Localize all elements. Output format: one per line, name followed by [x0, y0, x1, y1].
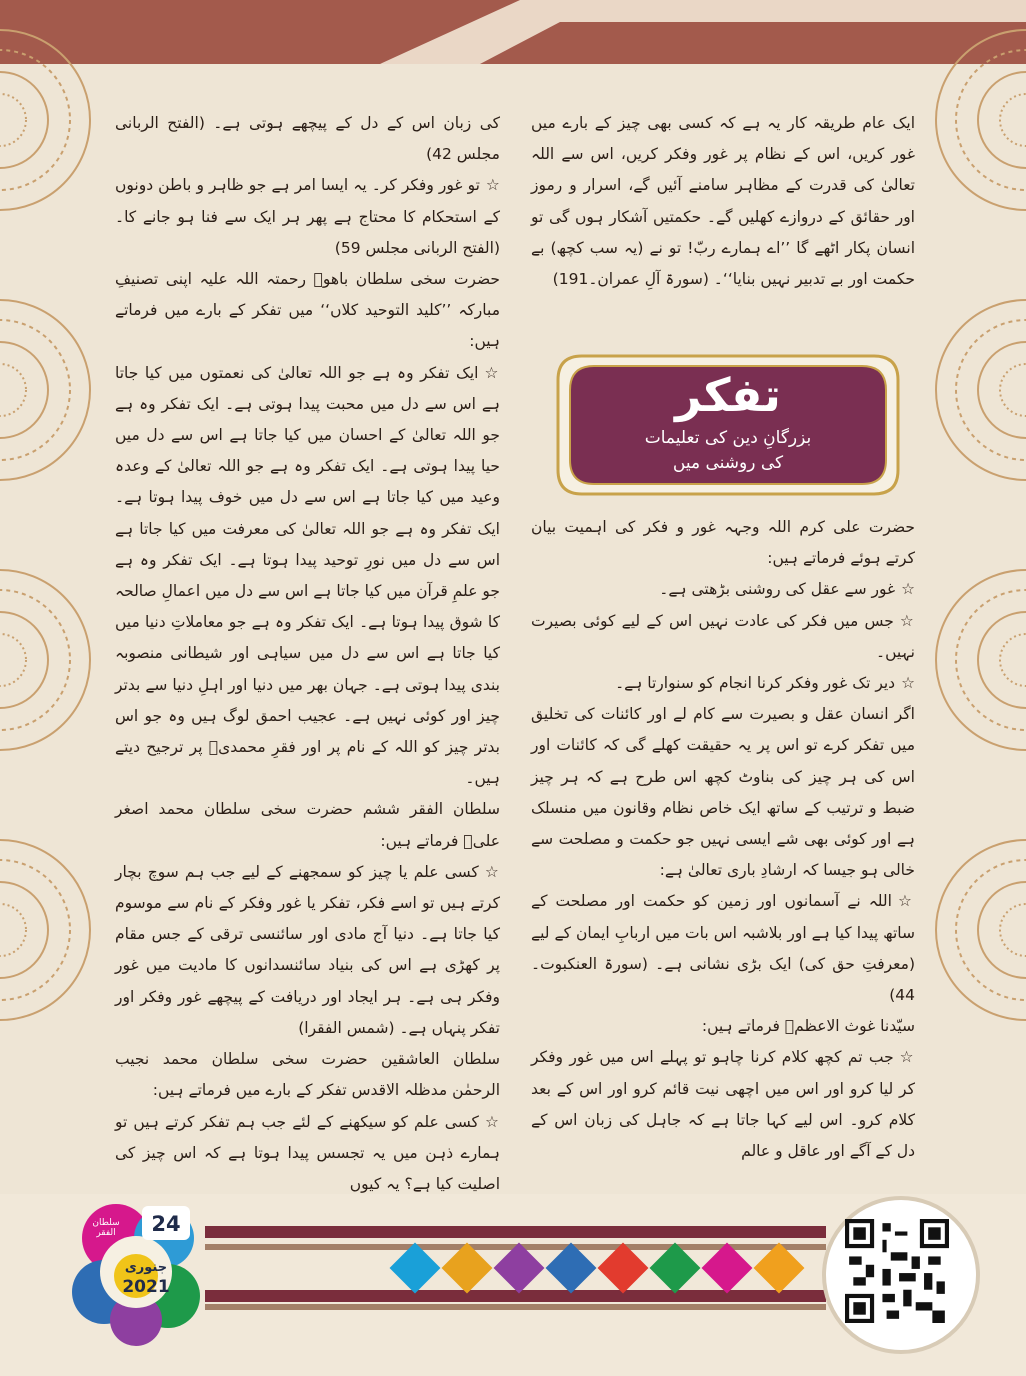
paragraph — [531, 1011, 915, 1042]
left-column-body — [115, 108, 500, 1200]
qr-code-icon — [845, 1219, 949, 1323]
issue-month: جنوری — [124, 1260, 168, 1275]
paragraph-text: حضرت سخی سلطان باھوؒ رحمتہ اللہ علیہ اپنی تصنیفِ مبارکہ ’’کلید التوحید کلاں‘‘ میں تفکر کے بارے میں فرماتے ہیں: — [115, 270, 500, 351]
quote-paragraph — [115, 1107, 500, 1201]
quote-paragraph — [531, 886, 915, 1011]
paragraph-text: سلطان الفقر ششم حضرت سخی سلطان محمد اصغر علیؒ فرماتے ہیں: — [115, 800, 500, 850]
paragraph-text: اللہ نے آسمانوں اور زمین کو حکمت اور مصلحت کے ساتھ پیدا کیا ہے اور بلاشبہ اس بات میں اربابِ ایمان کے لیے (معرفتِ حق کی) ایک بڑی نشانی ہے۔ (سورۃ العنکبوت۔44) — [531, 892, 915, 1005]
paragraph-text: غور سے عقل کی روشنی بڑھتی ہے۔ — [659, 580, 896, 599]
paragraph-text: حضرت علی کرم اللہ وجہہ غور و فکر کی اہمیت بیان کرتے ہوئے فرماتے ہیں: — [531, 518, 915, 568]
quote-paragraph — [115, 170, 500, 264]
star-icon: ☆ — [901, 580, 915, 599]
star-icon: ☆ — [897, 892, 915, 911]
paragraph-text: کسی علم کو سیکھنے کے لئے جب ہم تفکر کرتے ہیں تو ہمارے ذہن میں یہ تجسس پیدا ہوتا ہے کہ اس چیز کی اصلیت کیا ہے؟ یہ کیوں — [115, 1112, 500, 1193]
paragraph — [115, 1044, 500, 1106]
star-icon: ☆ — [484, 862, 500, 881]
mandala-ornament — [926, 830, 1026, 1030]
header-stripe — [0, 0, 1026, 64]
quote-paragraph — [115, 358, 500, 795]
right-column-body — [531, 512, 915, 1167]
paragraph-text: جس میں فکر کی عادت نہیں اس کے لیے کوئی بصیرت نہیں۔ — [531, 611, 915, 661]
paragraph — [115, 794, 500, 856]
paragraph: ایک عام طریقہ کار یہ ہے کہ کسی بھی چیز کے بارے میں غور کریں، اس کے نظام پر غور وفکر کریں، اس سے اللہ تعالیٰ کی قدرت کے مظاہر سامنے آئیں گے، اسرار و رموز اور حقائق کے دروازے کھلیں گے۔ حکمتیں آشکار ہوں گی تو انسان پکار اٹھے گا ’’اے ہمارے ربّ! تو نے (یہ سب کچھ) بے حکمت اور بے تدبیر نہیں بنایا‘‘۔ (سورۃ آلِ عمران۔191) — [531, 114, 915, 289]
article-subtitle: کی روشنی میں — [672, 453, 784, 473]
mandala-ornament — [0, 830, 100, 1030]
paragraph-text: کسی علم یا چیز کو سمجھنے کے لیے جب ہم سوچ بچار کرتے ہیں تو اسے فکر، تفکر یا غور وفکر کے نام سے موسوم کیا جاتا ہے۔ دنیا آج مادی اور سائنسی ترقی کے جس مقام پر کھڑی ہے اس کی بنیاد سائنسدانوں کا مادیت میں غور وفکر ہی ہے۔ ہر ایجاد اور دریافت کے پیچھے غور وفکر اور تفکر پنہاں ہے۔ (شمس الفقرا) — [115, 862, 500, 1037]
mandala-ornament — [0, 560, 100, 760]
paragraph-text: تو غور وفکر کر۔ یہ ایسا امر ہے جو ظاہر و باطن دونوں کے استحکام کا محتاج ہے پھر ہر ایک سے فنا ہو جانے کا۔ (الفتح الربانی مجلس 59) — [115, 176, 500, 257]
paragraph — [531, 699, 915, 886]
mandala-ornament — [0, 20, 100, 220]
quote-paragraph — [531, 668, 915, 699]
paragraph-text: سلطان العاشقین حضرت سخی سلطان محمد نجیب الرحمٰن مدظلہ الاقدس تفکر کے بارے میں فرماتے ہیں: — [115, 1050, 500, 1100]
paragraph-text: ایک تفکر وہ ہے جو اللہ تعالیٰ کی نعمتوں میں کیا جاتا ہے اس سے دل میں محبت پیدا ہوتی ہے۔ ایک تفکر وہ ہے جو اللہ تعالیٰ کے احسان میں کیا جاتا ہے اس سے دل میں حیا پیدا ہوتی ہے۔ ایک تفکر وہ ہے جو اللہ تعالیٰ کے وعدہ وعید میں کیا جاتا ہے اس سے دل میں خوف پیدا ہوتا ہے۔ ایک تفکر وہ ہے جو اللہ تعالیٰ کی معرفت میں کیا جاتا ہے اس سے دل میں نورِ توحید پیدا ہوتا ہے۔ ایک تفکر وہ ہے جو علمِ قرآن میں کیا جاتا ہے اس سے دل میں اعمالِ صالحہ کا شوق پیدا ہوتا ہے۔ ایک تفکر وہ ہے جو معاملاتِ دنیا میں کیا جاتا ہے اس سے دل میں سیاہی اور شیطانی منصوبہ بندی پیدا ہوتی ہے۔ جہان بھر میں دنیا اور اہلِ دنیا سے بدتر چیز اور کوئی نہیں ہے۔ عجیب احمق لوگ ہیں وہ جو اس بدتر چیز کو اللہ کے نام پر اور فقرِ محمدیؐ پر ترجیح دیتے ہیں۔ — [115, 363, 500, 788]
star-icon: ☆ — [899, 1048, 915, 1067]
logo-text: سلطان الفقر — [92, 1218, 120, 1238]
page-number: 24 — [151, 1212, 181, 1236]
paragraph — [531, 512, 915, 574]
quote-paragraph — [115, 857, 500, 1044]
footer-bar — [205, 1290, 826, 1302]
right-column-intro — [531, 108, 915, 295]
star-icon: ☆ — [484, 363, 500, 382]
footer-bar — [205, 1226, 826, 1238]
paragraph-text: جب تم کچھ کلام کرنا چاہو تو پہلے اس میں غور وفکر کر لیا کرو اور اس میں اچھی نیت قائم کرو اور اس کے بعد کلام کرو۔ اس لیے کہا جاتا ہے کہ جاہل کی زبان اس کے دل کے آگے اور عاقل و عالم — [531, 1048, 915, 1161]
paragraph-text: کی زبان اس کے دل کے پیچھے ہوتی ہے۔ (الفتح الربانی مجلس 42) — [115, 114, 500, 164]
mandala-ornament — [926, 290, 1026, 490]
footer-bar — [205, 1304, 826, 1310]
paragraph-text: اگر انسان عقل و بصیرت سے کام لے اور کائنات کی تخلیق میں تفکر کرے تو اس پر یہ حقیقت کھلے گی کہ کائنات اور اس کی ہر چیز کی بناوٹ کچھ اس طرح ہے کہ ہر چیز ضبط و ترتیب کے ساتھ ایک خاص نظام وقانون میں منسلک ہے اور کوئی بھی شے ایسی نہیں جو حکمت و مصلحت سے خالی ہو جیسا کہ ارشادِ باری تعالیٰ ہے: — [531, 705, 915, 880]
star-icon: ☆ — [485, 176, 500, 195]
star-icon: ☆ — [901, 674, 915, 693]
mandala-ornament — [0, 290, 100, 490]
star-icon: ☆ — [899, 611, 915, 630]
paragraph — [115, 108, 500, 170]
star-icon: ☆ — [484, 1112, 500, 1131]
paragraph-text: دیر تک غور وفکر کرنا انجام کو سنوارتا ہے۔ — [615, 674, 896, 693]
mandala-ornament — [926, 20, 1026, 220]
paragraph — [115, 264, 500, 358]
article-title: تفکر — [675, 368, 781, 422]
quote-paragraph — [531, 606, 915, 668]
mandala-ornament — [926, 560, 1026, 760]
paragraph-text: سیّدنا غوث الاعظمؓ فرماتے ہیں: — [701, 1017, 915, 1036]
article-subtitle: بزرگانِ دین کی تعلیمات — [644, 428, 812, 448]
quote-paragraph — [531, 1042, 915, 1167]
issue-year: 2021 — [122, 1277, 170, 1297]
quote-paragraph — [531, 574, 915, 605]
